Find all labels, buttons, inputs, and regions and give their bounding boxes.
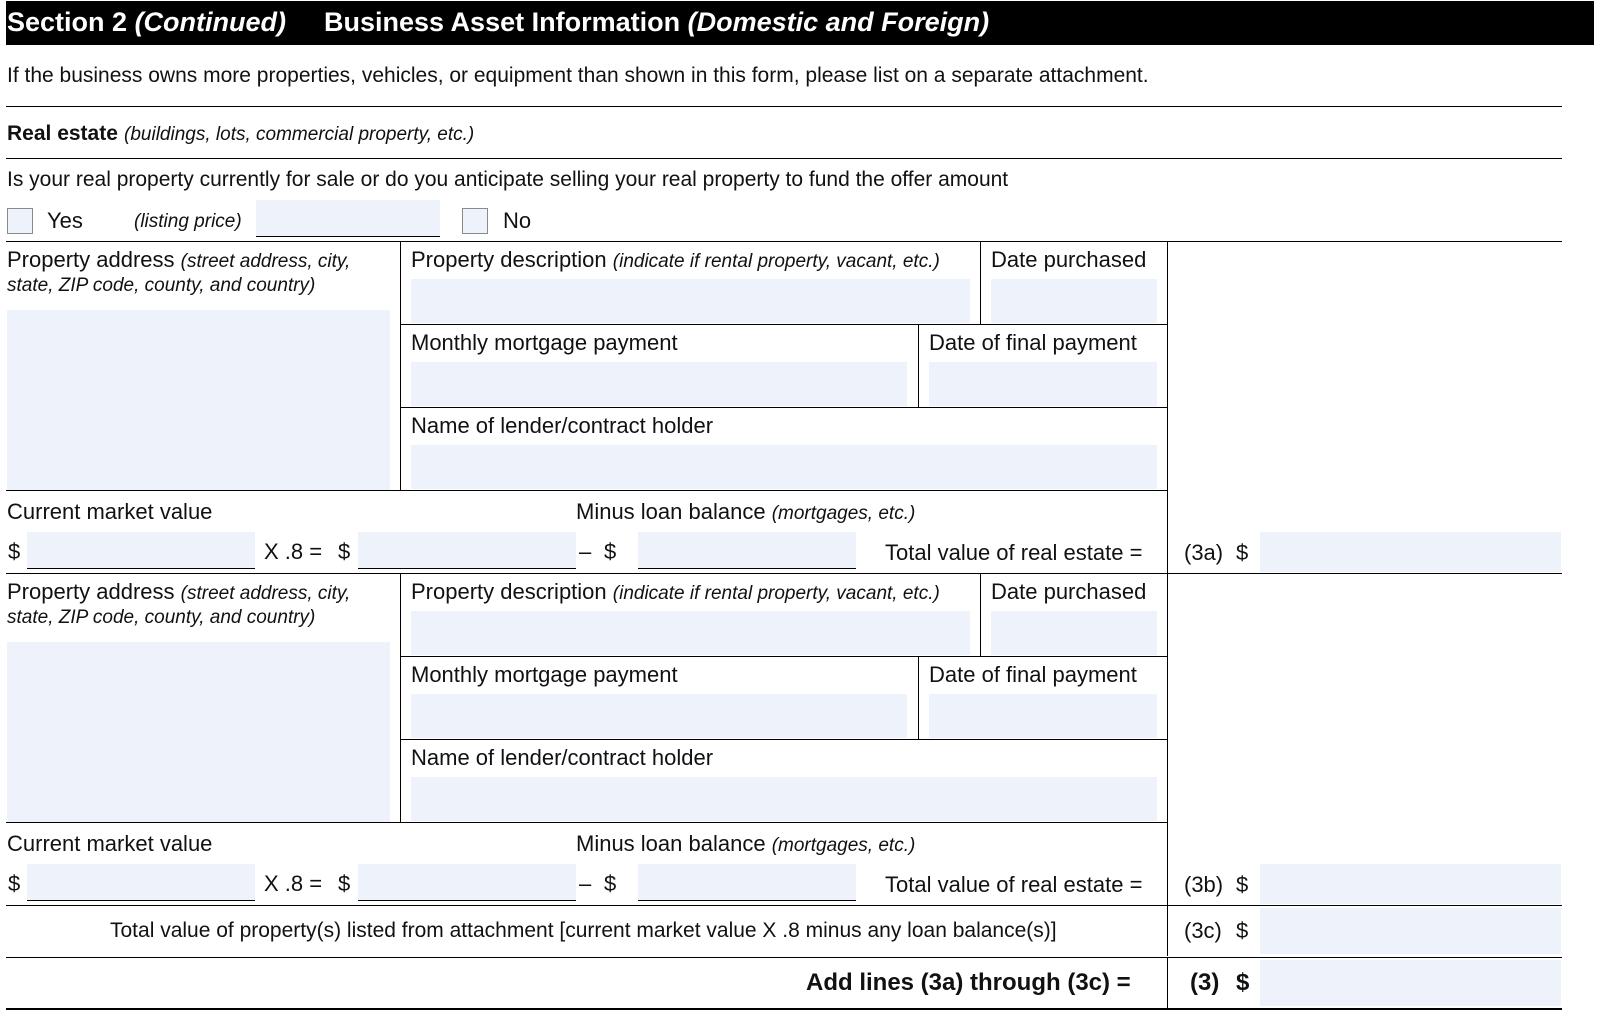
divider [6,957,1562,958]
divider [6,1008,1562,1010]
multiplier-label: X .8 = [264,871,323,896]
section-title: Business Asset Information (Domestic and Foreign) [324,7,990,37]
divider [401,739,1168,740]
dollar-sign: $ [604,871,617,896]
line-code: (3c) [1184,918,1222,943]
market-value-input[interactable] [27,864,255,901]
divider [918,657,919,740]
attachment-total-label: Total value of property(s) listed from attachment [current market value X .8 minus any loan balance(s)] [110,919,1057,942]
dollar-sign: $ [1236,872,1249,897]
total-real-estate-label: Total value of real estate = [885,872,1143,897]
divider [1167,906,1168,956]
property-description-label: Property description (indicate if rental property, vacant, etc.) [411,247,940,272]
final-payment-input[interactable] [929,362,1157,406]
divider [6,573,1562,574]
final-payment-input[interactable] [929,694,1157,738]
times-value-input[interactable] [358,864,576,901]
minus-sign: – [579,871,592,896]
listing-price-label: (listing price) [134,211,242,232]
divider [6,905,1562,906]
dollar-sign: $ [1236,918,1249,943]
property-address-input[interactable] [7,310,390,490]
final-payment-label: Date of final payment [929,330,1137,355]
divider [6,158,1562,159]
divider [6,822,1168,823]
line-code: (3b) [1184,872,1224,897]
section-header [6,1,1594,45]
final-payment-label: Date of final payment [929,662,1137,687]
line-code: (3a) [1184,540,1224,565]
total-3b-input[interactable] [1260,864,1561,904]
dollar-sign: $ [1236,969,1250,996]
divider [6,106,1562,107]
property-description-input[interactable] [411,611,970,655]
loan-balance-label: Minus loan balance (mortgages, etc.) [576,831,916,856]
divider [400,574,401,822]
total-3a-input[interactable] [1260,532,1561,572]
times-value-input[interactable] [358,532,576,569]
dollar-sign: $ [604,539,617,564]
property-address-input[interactable] [7,642,390,822]
real-estate-heading: Real estate (buildings, lots, commercial property, etc.) [7,122,475,145]
monthly-mortgage-label: Monthly mortgage payment [411,662,678,687]
divider [401,656,1168,657]
dollar-sign: $ [8,539,21,564]
divider [980,242,981,325]
divider [918,325,919,408]
multiplier-label: X .8 = [264,539,323,564]
divider [1167,958,1168,1008]
dollar-sign: $ [338,871,351,896]
loan-balance-label: Minus loan balance (mortgages, etc.) [576,499,916,524]
monthly-mortgage-label: Monthly mortgage payment [411,330,678,355]
property-address-note: state, ZIP code, county, and country) [7,607,316,628]
lender-input[interactable] [411,777,1157,821]
divider [401,407,1168,408]
monthly-mortgage-input[interactable] [411,362,907,406]
property-description-input[interactable] [411,279,970,323]
divider [401,324,1168,325]
date-purchased-input[interactable] [991,279,1157,323]
market-value-input[interactable] [27,532,255,569]
line-code: (3) [1190,969,1220,996]
market-value-label: Current market value [7,831,213,856]
minus-sign: – [579,539,592,564]
yes-label: Yes [47,208,83,233]
listing-price-input[interactable] [256,200,440,237]
monthly-mortgage-input[interactable] [411,694,907,738]
lender-label: Name of lender/contract holder [411,413,714,438]
loan-balance-input[interactable] [638,864,856,901]
property-description-label: Property description (indicate if rental property, vacant, etc.) [411,579,940,604]
loan-balance-input[interactable] [638,532,856,569]
date-purchased-label: Date purchased [991,247,1147,272]
sale-question: Is your real property currently for sale or do you anticipate selling your real property to fund the offer amount [7,168,1009,191]
date-purchased-label: Date purchased [991,579,1147,604]
property-address-label: Property address (street address, city, [7,579,351,604]
total-3c-input[interactable] [1260,908,1561,954]
total-3-input[interactable] [1260,960,1561,1006]
intro-text: If the business owns more properties, vehicles, or equipment than shown in this form, please list on a separate attachment. [7,64,1149,87]
yes-checkbox[interactable] [7,208,33,234]
divider [980,574,981,657]
no-checkbox[interactable] [462,208,488,234]
lender-label: Name of lender/contract holder [411,745,714,770]
date-purchased-input[interactable] [991,611,1157,655]
property-address-note: state, ZIP code, county, and country) [7,275,316,296]
dollar-sign: $ [8,871,21,896]
divider [6,490,1168,491]
dollar-sign: $ [338,539,351,564]
divider [6,241,1562,242]
lender-input[interactable] [411,445,1157,489]
total-real-estate-label: Total value of real estate = [885,540,1143,565]
market-value-label: Current market value [7,499,213,524]
property-address-label: Property address (street address, city, [7,247,351,272]
no-label: No [503,208,532,233]
sum-label: Add lines (3a) through (3c) = [806,969,1131,996]
section-label: Section 2 (Continued) [7,7,287,37]
dollar-sign: $ [1236,540,1249,565]
divider [400,242,401,490]
